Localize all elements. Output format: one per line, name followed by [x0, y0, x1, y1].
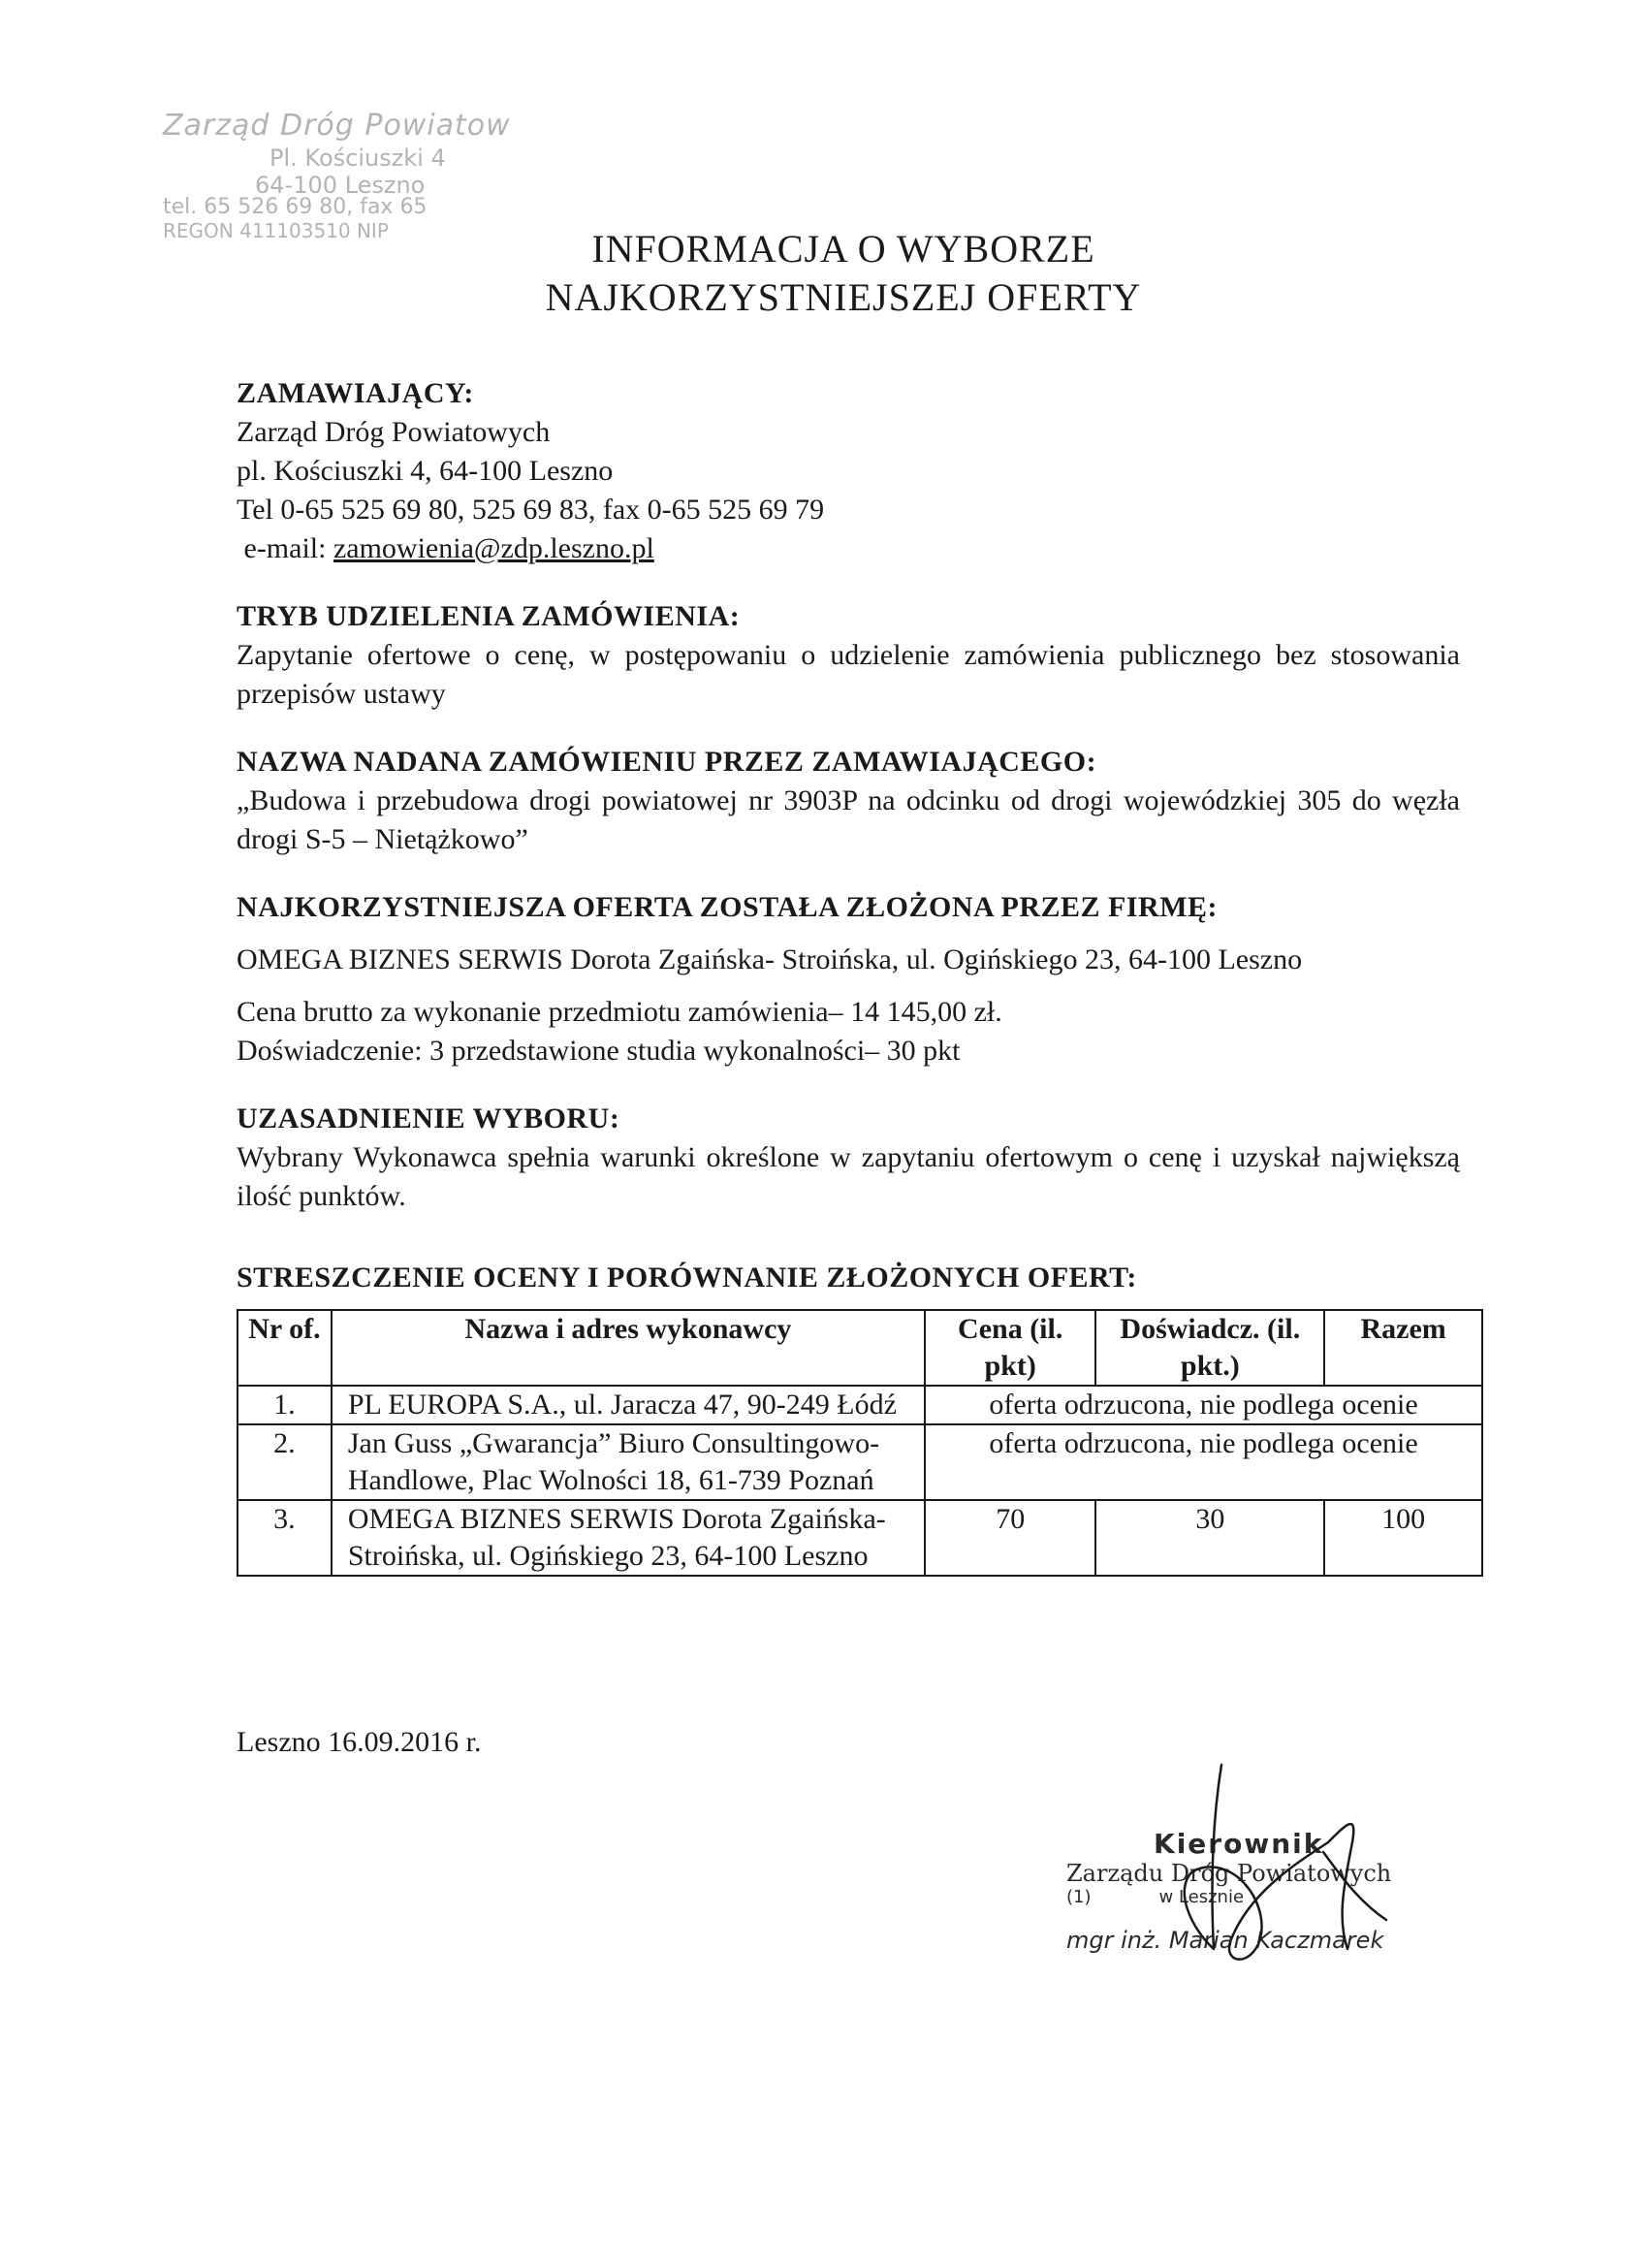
winning-firm: OMEGA BIZNES SERWIS Dorota Zgaińska- Stroińska, ul. Ogińskiego 23, 64-100 Leszno: [237, 943, 1303, 975]
email-label: e-mail:: [243, 532, 333, 564]
najkorzystniejsza-heading: NAJKORZYSTNIEJSZA OFERTA ZOSTAŁA ZŁOŻONA PRZEZ FIRMĘ:: [237, 891, 1219, 923]
row-nazwa: PL EUROPA S.A., ul. Jaracza 47, 90-249 Łódź: [332, 1386, 925, 1424]
row-nazwa: Jan Guss „Gwarancja” Biuro Consultingowo-Handlowe, Plac Wolności 18, 61-739 Poznań: [332, 1424, 925, 1500]
nazwa-heading: NAZWA NADANA ZAMÓWIENIU PRZEZ ZAMAWIAJĄCEGO:: [237, 746, 1097, 778]
section-najkorzystniejsza: [237, 888, 1460, 1070]
zamawiajacy-heading: ZAMAWIAJĄCY:: [237, 377, 474, 409]
document-title: [504, 225, 1183, 322]
tryb-heading: TRYB UDZIELENIA ZAMÓWIENIA:: [237, 600, 741, 632]
uzasadnienie-text: Wybrany Wykonawca spełnia warunki określone w zapytaniu ofertowym o cenę i uzyskał największą ilość punktów.: [237, 1141, 1460, 1212]
title-line-1: INFORMACJA O WYBORZE: [591, 227, 1095, 271]
handwritten-signature: [1154, 1755, 1406, 1978]
section-zamawiajacy: [237, 374, 1460, 568]
section-streszczenie: [237, 1259, 1460, 1577]
winning-price: Cena brutto za wykonanie przedmiotu zamówienia– 14 145,00 zł.: [237, 996, 1002, 1028]
signature-mark: (1): [1066, 1887, 1092, 1907]
winning-experience: Doświadczenie: 3 przedstawione studia wykonalności– 30 pkt: [237, 1035, 961, 1067]
row-status: oferta odrzucona, nie podlega ocenie: [925, 1424, 1482, 1500]
stamp-line-3: 64-100 Leszno: [255, 172, 426, 199]
row-cena: 70: [925, 1500, 1095, 1576]
row-nr: 1.: [238, 1386, 332, 1424]
row-status: oferta odrzucona, nie podlega ocenie: [925, 1386, 1482, 1424]
title-line-2: NAJKORZYSTNIEJSZEJ OFERTY: [545, 275, 1142, 319]
signature-name: mgr inż. Marian Kaczmarek: [1066, 1927, 1384, 1954]
document-date: Leszno 16.09.2016 r.: [237, 1726, 482, 1758]
header-nr: Nr of.: [238, 1310, 332, 1386]
zamawiajacy-email-line: [237, 529, 1460, 568]
row-nr: 2.: [238, 1424, 332, 1500]
header-cena: Cena (il. pkt): [925, 1310, 1095, 1386]
row-doswiadczenie: 30: [1095, 1500, 1324, 1576]
table-header-row: [238, 1310, 1482, 1386]
signature-city: w Lesznie: [1158, 1887, 1245, 1907]
zamawiajacy-address: pl. Kościuszki 4, 64-100 Leszno: [237, 455, 614, 487]
tryb-text: Zapytanie ofertowe o cenę, w postępowaniu o udzielenie zamówienia publicznego bez stosowania przepisów ustawy: [237, 639, 1460, 710]
row-razem: 100: [1324, 1500, 1482, 1576]
row-nazwa: OMEGA BIZNES SERWIS Dorota Zgaińska-Stroińska, ul. Ogińskiego 23, 64-100 Leszno: [332, 1500, 925, 1576]
header-razem: Razem: [1324, 1310, 1482, 1386]
signature-title: Kierownik: [1154, 1828, 1324, 1860]
email-link[interactable]: zamowienia@zdp.leszno.pl: [333, 532, 654, 564]
offers-table: [237, 1309, 1483, 1577]
signature-org: Zarządu Dróg Powiatowych: [1066, 1860, 1392, 1887]
stamp-line-2: Pl. Kościuszki 4: [269, 144, 446, 172]
stamp-line-5: REGON 411103510 NIP: [163, 219, 389, 242]
row-nr: 3.: [238, 1500, 332, 1576]
uzasadnienie-heading: UZASADNIENIE WYBORU:: [237, 1102, 620, 1134]
zamawiajacy-phone: Tel 0-65 525 69 80, 525 69 83, fax 0-65 525 69 79: [237, 494, 825, 526]
section-uzasadnienie: [237, 1100, 1460, 1216]
header-nazwa: Nazwa i adres wykonawcy: [332, 1310, 925, 1386]
stamp-line-4: tel. 65 526 69 80, fax 65: [163, 195, 428, 219]
stamp-line-1: Zarząd Dróg Powiatow: [163, 109, 511, 143]
zamawiajacy-name: Zarząd Dróg Powiatowych: [237, 416, 551, 448]
header-doswiadczenie: Doświadcz. (il. pkt.): [1095, 1310, 1324, 1386]
section-nazwa: [237, 743, 1460, 859]
table-row: [238, 1386, 1482, 1424]
section-tryb: [237, 597, 1460, 714]
streszczenie-heading: STRESZCZENIE OCENY I PORÓWNANIE ZŁOŻONYCH OFERT:: [237, 1262, 1137, 1294]
institution-stamp: [163, 109, 551, 242]
table-row: [238, 1500, 1482, 1576]
table-row: [238, 1424, 1482, 1500]
document-body: [237, 374, 1460, 1577]
nazwa-text: „Budowa i przebudowa drogi powiatowej nr 3903P na odcinku od drogi wojewódzkiej 305 do węzła drogi S-5 – Nietążkowo”: [237, 784, 1460, 855]
